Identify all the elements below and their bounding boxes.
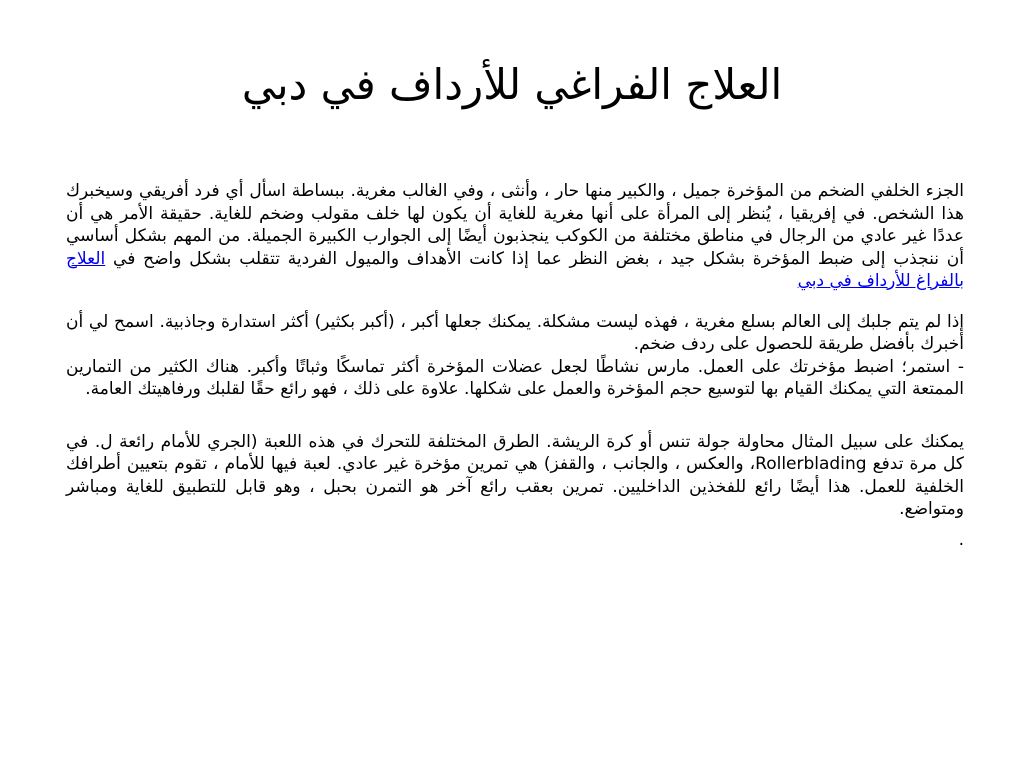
paragraph-end-dot: .	[958, 529, 964, 550]
paragraph-sports-text-after: ، والعكس ، والجانب ، والقفز) هي تمرين مؤخرة غير عادي. لعبة فيها للأمام ، تقوم بتعيين أطرافك الخلفية للعمل. هذا أيضًا رائع للفخذين الداخليين. تمرين بعقب رائع آخر هو التمرن بحبل ، وهو قابل للتطبيق للغاية ومباشر ومتواضع.	[66, 454, 964, 519]
slide-title: العلاج الفراغي للأرداف في دبي	[241, 60, 783, 109]
paragraph-intro-text: الجزء الخلفي الضخم من المؤخرة جميل ، والكبير منها حار ، وأنثى ، وفي الغالب مغرية. ببساطة اسأل أي فرد أفريقي وسيخبرك هذا الشخص. في إفريقيا ، يُنظر إلى المرأة على أنها مغرية للغاية أن يكون لها خلف مقولب وضخم للغاية. حقيقة الأمر هي أن عددًا غير عادي من الرجال في مناطق مختلفة من الكوكب ينجذبون أيضًا إلى الجوارب الكبيرة الجميلة. من المهم بشكل أساسي أن ننجذب إلى ضبط المؤخرة بشكل جيد ، بغض النظر عما إذا كانت الأهداف والميول الفردية تتقلب بشكل واضح في	[66, 181, 964, 269]
paragraph-intro	[66, 180, 964, 293]
paragraph-exercise: - استمر؛ اضبط مؤخرتك على العمل. مارس نشاطًا لجعل عضلات المؤخرة أكثر تماسكًا وثباتًا وأكبر. هناك الكثير من التمارين الممتعة التي يمكنك القيام بها لتوسيع حجم المؤخرة والعمل على شكلها. علاوة على ذلك ، فهو رائع حقًا لقلبك ورفاهيتك العامة.	[66, 356, 964, 399]
paragraph-sports	[66, 431, 964, 521]
vacuum-therapy-link[interactable]: العلاج بالفراغ للأرداف في دبي	[66, 248, 964, 291]
slide-body	[66, 180, 964, 551]
paragraph-enlarge: إذا لم يتم جلبك إلى العالم بسلع مغرية ، فهذه ليست مشكلة. يمكنك جعلها أكبر ، (أكبر بكثير) أكثر استدارة وجاذبية. اسمح لي أن أخبرك بأفضل طريقة للحصول على ردف ضخم.	[66, 311, 964, 354]
paragraph-sports-text-before: يمكنك على سبيل المثال محاولة جولة تنس أو كرة الريشة. الطرق المختلفة للتحرك في هذه اللعبة (الجري للأمام رائعة ل. في كل مرة تدفع	[66, 431, 965, 474]
rollerblading-term: Rollerblading	[755, 454, 867, 474]
